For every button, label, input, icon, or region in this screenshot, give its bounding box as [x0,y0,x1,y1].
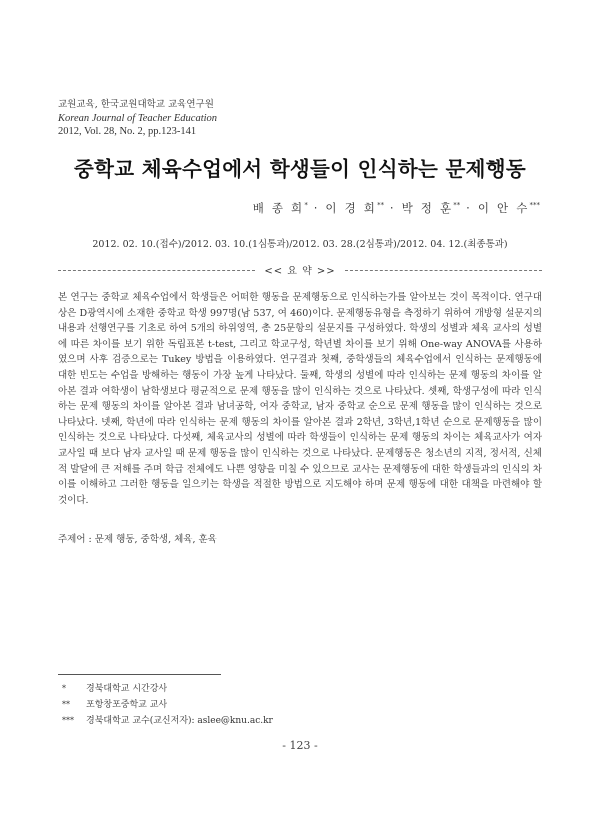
journal-name-korean: 교원교육, 한국교원대학교 교육연구원 [58,99,214,110]
page-number: - 123 - [282,739,318,752]
author-affiliation-mark: ** [377,201,385,210]
footnotes [62,681,273,729]
footnote-text: 포항창포중학교 교사 [86,700,168,710]
author-name: 박 정 훈 [401,201,454,215]
author-separator: · [389,201,396,215]
author-separator: · [466,201,472,215]
author-affiliation-mark: * [304,201,308,210]
author-name: 이 경 희 [325,201,378,215]
author-affiliation-mark: ** [453,201,461,210]
author-separator: · [313,201,320,215]
review-dates: 2012. 02. 10.(접수)/2012. 03. 10.(1심통과)/2012. 03. 28.(2심통과)/2012. 04. 12.(최종통과) [92,239,508,250]
footnote-mark: *** [62,716,74,725]
journal-info [58,98,217,139]
footnote [62,697,273,713]
abstract-heading [58,262,542,278]
footnote-divider [58,674,221,675]
keywords: 주제어 : 문제 행동, 중학생, 체육, 훈육 [58,534,217,545]
abstract-body: 본 연구는 중학교 체육수업에서 학생들은 어떠한 행동을 문제행동으로 인식하는가를 알아보는 것이 목적이다. 연구대상은 D광역시에 소재한 중학교 학생 997명(남 537, 여 460)이다. 문제행동유형을 측정하기 위하여 개방형 설문지의 내용과 선행연구를 기초로 하여 5개의 하위영역, 총 25문항의 설문지를 구성하였다. 학생의 성별과 체육 교사의 성별에 따른 차이를 보기 위한 독립표본 t-test, 그리고 학교구성, 학년별 차이를 보기 위해 One-way ANOVA를 사용하였으며 사후 검증으로는 Tukey 방법을 이용하였다. 연구결과 첫째, 중학생들의 체육수업에서 인식하는 문제행동에 대한 빈도는 수업을 방해하는 행동이 가장 높게 나타났다. 둘째, 학생의 성별에 따라 인식하는 문제 행동의 차이를 알아본 결과 여학생이 남학생보다 평균적으로 문제 행동을 많이 인식하는 것으로 나타났다. 셋째, 학생구성에 따라 인식하는 문제 행동의 차이를 알아본 결과 남녀공학, 여자 중학교, 남자 중학교 순으로 문제 행동을 많이 인식하는 것으로 나타났다. 넷째, 학년에 따라 인식하는 문제 행동의 차이를 알아본 결과 2학년, 3학년,1학년 순으로 문제행동을 많이 인식하는 것으로 나타났다. 다섯째, 체육교사의 성별에 따라 학생들이 인식하는 문제 행동의 차이는 체육교사가 여자 교사일 때 보다 남자 교사일 때 문제 행동을 많이 인식하는 것으로 나타났다. 문제행동은 청소년의 지적, 정서적, 신체적 발달에 큰 저해를 주며 학급 전체에도 나쁜 영향을 미칠 수 있으므로 교사는 문제행동에 대한 학생들과의 인식의 차이를 이해하고 그러한 행동을 일으키는 학생을 적절한 방법으로 지도해야 하며 문제 행동에 대한 대책을 마련해야 할 것이다. [58,292,542,506]
author-name: 이 안 수 [477,201,530,215]
footnote-mark: * [62,684,66,693]
abstract-heading-label: << 요 약 >> [264,266,336,277]
footnote [62,681,273,697]
footnote-text: 경북대학교 교수(교신저자): aslee@knu.ac.kr [86,716,273,726]
author-name: 배 종 희 [252,201,305,215]
paper-title: 중학교 체육수업에서 학생들이 인식하는 문제행동 [74,157,526,181]
author-list [253,200,540,216]
footnote-text: 경북대학교 시간강사 [86,684,168,694]
journal-name-english: Korean Journal of Teacher Education [58,112,218,124]
footnote-mark: ** [62,700,70,709]
footnote [62,713,273,729]
journal-volume: 2012, Vol. 28, No. 2, pp.123-141 [58,126,197,137]
author-affiliation-mark: *** [529,201,540,210]
abstract-heading-rule-right [345,270,542,271]
